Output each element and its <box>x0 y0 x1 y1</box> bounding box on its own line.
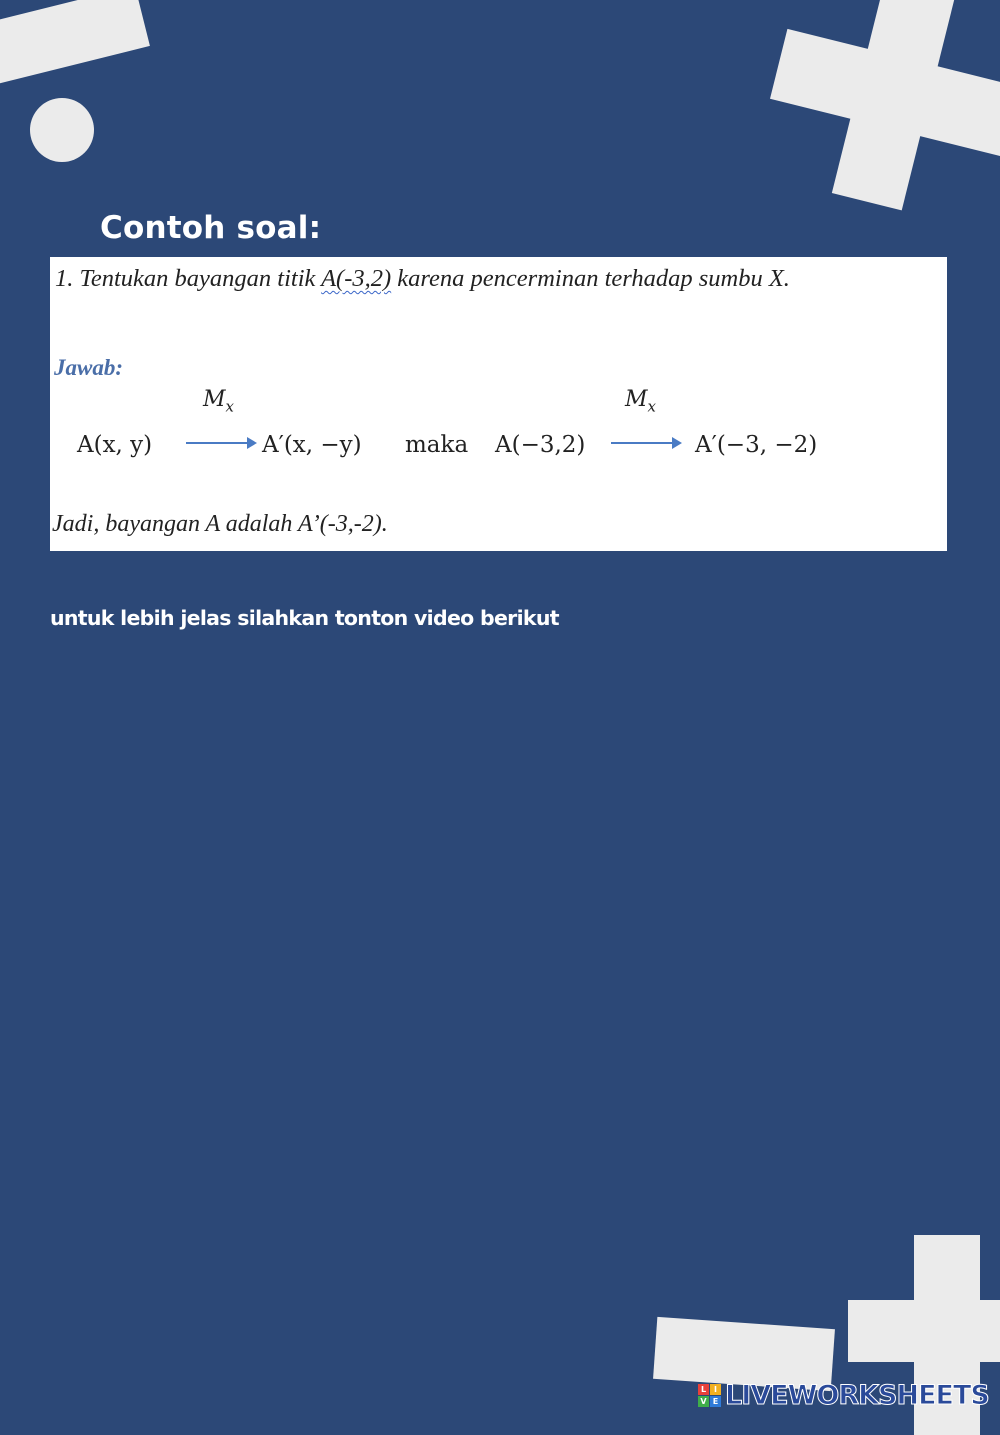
question-point: A(-3,2) <box>321 265 392 292</box>
mapping-label-general: $M_x$ <box>203 387 234 416</box>
question-text <box>55 265 790 293</box>
example-card <box>50 257 947 551</box>
connector-word: maka <box>405 432 469 458</box>
liveworksheets-logo <box>698 1377 989 1413</box>
general-image: A′(x, −y) <box>262 432 362 458</box>
minus-sign-decoration <box>0 0 150 88</box>
general-point: A(x, y) <box>77 432 153 458</box>
question-suffix: karena pencerminan terhadap sumbu X. <box>391 265 790 292</box>
question-prefix: 1. Tentukan bayangan titik <box>55 265 322 292</box>
mapping-arrow-general <box>186 442 248 444</box>
video-note: untuk lebih jelas silahkan tonton video berikut <box>50 606 559 630</box>
specific-image: A′(−3, −2) <box>695 432 818 458</box>
mapping-arrow-specific <box>611 442 673 444</box>
logo-mark-icon: L I V E <box>698 1384 721 1407</box>
specific-point: A(−3,2) <box>495 432 586 458</box>
section-heading: Contoh soal: <box>100 210 322 246</box>
answer-label: Jawab: <box>54 355 123 380</box>
conclusion-text: Jadi, bayangan A adalah A’(-3,-2). <box>52 511 388 537</box>
plus-sign-decoration-bottom-horizontal <box>848 1300 1000 1362</box>
mapping-label-specific: $M_x$ <box>625 387 656 416</box>
logo-text: LIVEWORKSHEETS <box>725 1379 989 1411</box>
division-dot-decoration <box>30 98 94 162</box>
